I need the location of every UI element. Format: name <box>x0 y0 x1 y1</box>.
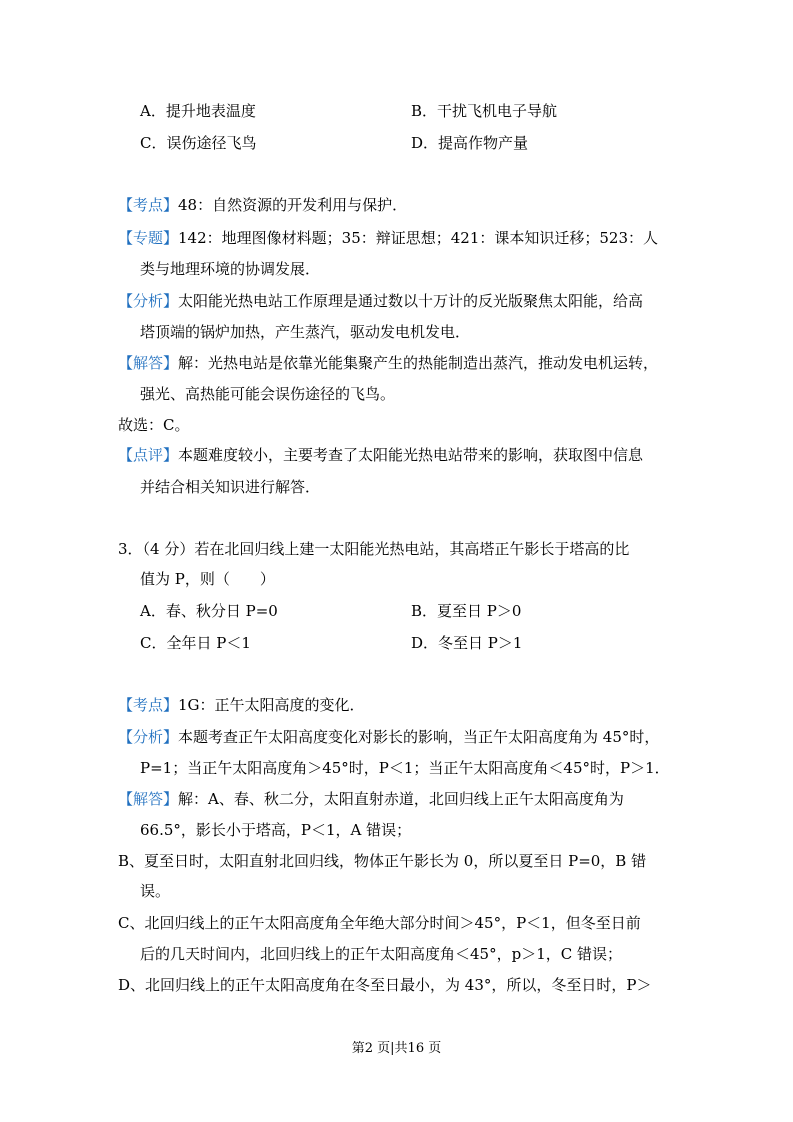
q2-zhuanti-text-2: 类与地理环境的协调发展． <box>140 260 321 278</box>
q3-jieda-text-1: 解：A、春、秋二分，太阳直射赤道，北回归线上正午太阳高度角为 <box>178 790 624 808</box>
q3-stem-2: 值为 P，则（ ） <box>140 570 275 588</box>
q2-option-b: B．干扰飞机电子导航 <box>411 102 558 120</box>
tag-dianping: 【点评】 <box>118 446 179 464</box>
q3-b-text-1: B、夏至日时，太阳直射北回归线，物体正午影长为 0，所以夏至日 P=0，B 错 <box>118 852 647 870</box>
q3-d-text-1: D、北回归线上的正午太阳高度角在冬至日最小，为 43°，所以，冬至日时，P＞ <box>118 976 652 994</box>
q3-c-text-1: C、北回归线上的正午太阳高度角全年绝大部分时间＞45°，P＜1，但冬至日前 <box>118 914 641 932</box>
q3-fenxi-line <box>118 726 659 748</box>
q2-answer: 故选：C。 <box>118 416 190 434</box>
q3-option-c: C．全年日 P＜1 <box>140 634 251 652</box>
q2-dianping-text-2: 并结合相关知识进行解答． <box>140 478 321 496</box>
q2-option-d: D．提高作物产量 <box>411 134 529 152</box>
q3-kaodian-text: 1G：正午太阳高度的变化． <box>178 696 365 714</box>
q3-option-a: A．春、秋分日 P=0 <box>140 602 278 620</box>
tag-fenxi: 【分析】 <box>118 292 179 310</box>
tag-kaodian: 【考点】 <box>118 196 179 214</box>
tag-kaodian-q3: 【考点】 <box>118 696 179 714</box>
q2-kaodian-text: 48：自然资源的开发利用与保护． <box>178 196 408 214</box>
q2-fenxi-line <box>118 290 643 312</box>
tag-zhuanti: 【专题】 <box>118 229 179 247</box>
q2-option-c: C．误伤途径飞鸟 <box>140 134 257 152</box>
q3-stem-1: 3．（4 分）若在北回归线上建一太阳能光热电站，其高塔正午影长于塔高的比 <box>118 540 630 558</box>
q2-zhuanti-line <box>118 227 658 249</box>
q2-kaodian-line <box>118 194 407 216</box>
tag-jieda-q3: 【解答】 <box>118 790 179 808</box>
q2-dianping-line <box>118 444 643 466</box>
q2-fenxi-text-2: 塔顶端的锅炉加热，产生蒸汽，驱动发电机发电． <box>140 323 471 341</box>
q3-option-b: B．夏至日 P＞0 <box>411 602 522 620</box>
q2-dianping-text-1: 本题难度较小，主要考查了太阳能光热电站带来的影响，获取图中信息 <box>178 446 644 464</box>
q3-jieda-line <box>118 788 624 810</box>
tag-fenxi-q3: 【分析】 <box>118 728 179 746</box>
q2-option-a: A．提升地表温度 <box>140 102 256 120</box>
q3-c-text-2: 后的几天时间内，北回归线上的正午太阳高度角＜45°，p＞1，C 错误； <box>140 945 622 963</box>
q3-fenxi-text-2: P=1；当正午太阳高度角＞45°时，P＜1；当正午太阳高度角＜45°时，P＞1． <box>140 759 670 777</box>
page-footer: 第2 页|共16 页 <box>351 1041 442 1056</box>
q2-zhuanti-text-1: 142：地理图像材料题；35：辩证思想；421：课本知识迁移；523：人 <box>178 229 658 247</box>
q3-jieda-text-2: 66.5°，影长小于塔高，P＜1，A 错误； <box>140 821 412 839</box>
q3-fenxi-text-1: 本题考查正午太阳高度变化对影长的影响，当正午太阳高度角为 45°时， <box>178 728 660 746</box>
q2-jieda-line <box>118 352 658 374</box>
q2-jieda-text-2: 强光、高热能可能会误伤途径的飞鸟。 <box>140 385 396 403</box>
q3-option-d: D．冬至日 P＞1 <box>411 634 523 652</box>
tag-jieda: 【解答】 <box>118 354 179 372</box>
q3-kaodian-line <box>118 694 365 716</box>
q2-fenxi-text-1: 太阳能光热电站工作原理是通过数以十万计的反光版聚焦太阳能，给高 <box>178 292 644 310</box>
q2-jieda-text-1: 解：光热电站是依靠光能集聚产生的热能制造出蒸汽，推动发电机运转， <box>178 354 659 372</box>
q3-b-text-2: 误。 <box>140 882 171 900</box>
